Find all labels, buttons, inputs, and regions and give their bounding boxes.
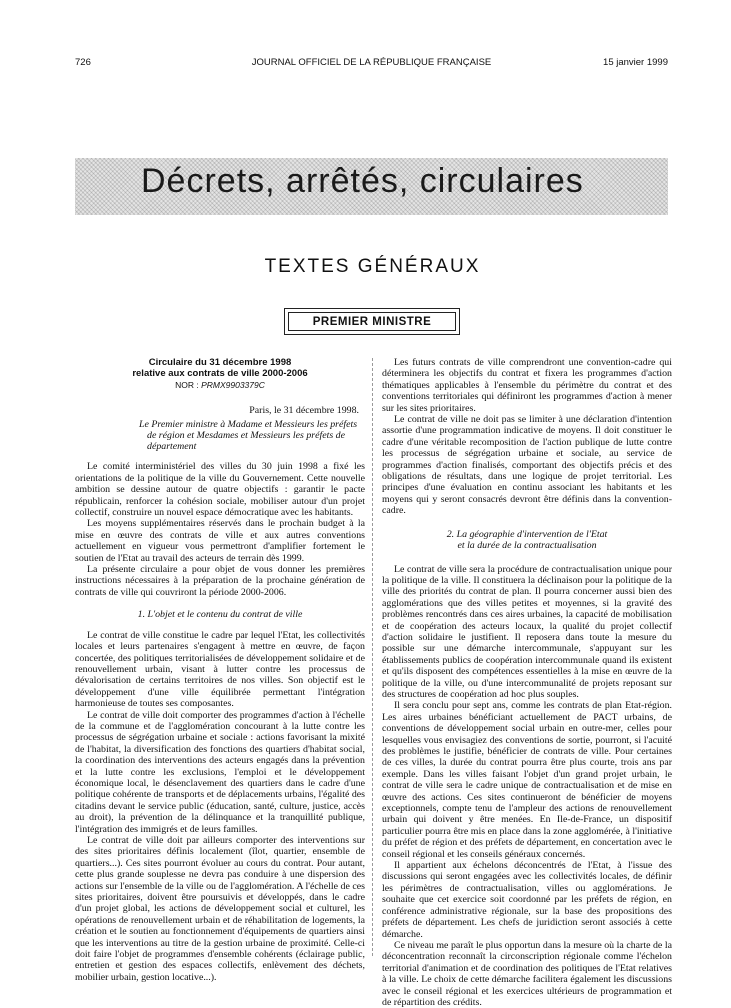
circular-title-line2: relative aux contrats de ville 2000-2006 xyxy=(132,368,308,379)
nor-code: PRMX9903379C xyxy=(201,380,265,390)
section-title: TEXTES GÉNÉRAUX xyxy=(264,256,481,277)
section-heading-2 xyxy=(382,529,672,552)
addressee: Le Premier ministre à Madame et Messieurs les préfets de région et Mesdames et Messieurs les préfets de département xyxy=(139,419,358,453)
paragraph: Il appartient aux échelons déconcentrés de l'Etat, à l'issue des discussions qui seront engagées avec les collectivités locales, de définir les périmètres de contractualisation, villes ou agglomérations. Je souhaite que cet exercice soit coordonné par les préfets de région, en conférence administrative régionale, sur la base des propositions des préfets de département. Les chefs de juridiction seront associés à cette démarche. xyxy=(382,860,672,940)
section-heading-2-line1: 2. La géographie d'intervention de l'Etat xyxy=(446,528,608,540)
paragraph: Le contrat de ville doit par ailleurs comporter des interventions sur des sites prioritaires définis localement (îlot, quartier, ensemble de quartiers...). Ces sites pourront évoluer au cours du contrat. Pour autant, cette plus grande souplesse ne devra pas conduire à une dispersion des actions sur l'ensemble de la ville ou de l'agglomération. A l'échelle de ces sites prioritaires, doivent être poursuivis et développés, dans le cadre d'un projet global, les actions de développement social et culturel, les opérations de renouvellement urbain et de réhabilitation de logements, la création et le soutien au fonctionnement d'équipements de quartiers ainsi que les interventions au titre de la gestion urbaine de proximité. Celle-ci doit faire l'objet de programmes d'ensemble cohérents (éclairage public, entretien et gestion des espaces collectifs, enlèvement des déchets, mobilier urbain, gestion locative...). xyxy=(75,835,365,983)
right-column xyxy=(382,357,672,1008)
section-banner xyxy=(75,158,668,215)
circular-title-line1: Circulaire du 31 décembre 1998 xyxy=(148,357,292,368)
paragraph: Le contrat de ville doit comporter des programmes d'action à l'échelle de la commune et de l'agglomération concourant à la lutte contre les processus de ségrégation urbaine et sociale : actions favorisant la mixité de l'habitat, la diversification des fonctions des quartiers d'habitat social, la coordination des interventions des acteurs engagés dans la prévention et la lutte contre les exclusions, l'emploi et le développement économique local, le désenclavement des quartiers dans le cadre d'une politique cohérente de transports et de déplacements urbains, l'égalité des citadins devant le service public (éducation, santé, culture, justice, accès au droit), la prévention de la délinquance et la tranquillité publique, l'intégration des immigrés et de leurs familles. xyxy=(75,709,365,835)
paragraph: Le contrat de ville constitue le cadre par lequel l'Etat, les collectivités locales et leurs partenaires s'engagent à mettre en œuvre, de façon concertée, des politiques territorialisées de développement solidaire et de renouvellement urbain, visant à lutter contre les processus de dévalorisation de certains territoires de nos villes. Son objectif est le développement d'une ville équilibrée permettant l'intégration harmonieuse de toutes ses composantes. xyxy=(75,629,365,710)
paragraph: Les futurs contrats de ville comprendront une convention-cadre qui déterminera les objectifs du contrat et fixera les programmes d'action thématiques applicables à l'ensemble du périmètre du contrat et des conventions territoriales qui définiront les programmes d'action à mener sur les sites prioritaires. xyxy=(382,357,672,414)
paragraph: Il sera conclu pour sept ans, comme les contrats de plan Etat-région. Les aires urbaines bénéficiant actuellement de PACT urbains, de conventions de développement social urbain en outre-mer, celles pour lesquelles vous envisagiez des conventions de sortie, pourront, si l'acuité des problèmes le justifie, bénéficier de contrats de ville. Pour certaines de ces villes, la durée du contrat pourra être plus courte, trois ans par exemple. Dans les villes faisant l'objet d'un grand projet urbain, le contrat de ville sera le cadre unique de contractualisation et de mise en œuvre des actions. Ces sites continueront de bénéficier de moyens exceptionnels, compte tenu de l'ampleur des actions de renouvellement urbain qui doivent y être menées. En Ile-de-France, un dispositif particulier pourra être mis en place dans la zone agglomérée, à l'initiative du préfet de région et des préfets de département, en concertation avec le conseil régional et les conseils généraux concernés. xyxy=(382,700,672,860)
paragraph: Le contrat de ville ne doit pas se limiter à une déclaration d'intention assortie d'une programmation indicative de moyens. Il doit constituer le cadre d'une véritable recomposition de l'action publique de lutte contre les processus de ségrégation urbaine et sociale, au service de programmes d'action finalisés, comportant des objectifs précis et des obligations de résultats, dans une logique de projet territorial. Les principes d'une évaluation en continu associant les habitants et les moyens qui y seront consacrés devront être définis dans la convention-cadre. xyxy=(382,414,672,517)
place-date: Paris, le 31 décembre 1998. xyxy=(249,405,359,416)
nor-label: NOR : xyxy=(175,380,199,390)
issue-date: 15 janvier 1999 xyxy=(603,57,668,68)
paragraph: La présente circulaire a pour objet de vous donner les premières instructions nécessaires à la préparation de la prochaine génération de contrats de ville qui couvriront la période 2000-2006. xyxy=(75,564,365,598)
section-heading-1: 1. L'objet et le contenu du contrat de ville xyxy=(137,609,303,621)
paragraph: Ce niveau me paraît le plus opportun dans la mesure où la charte de la déconcentration reconnaît la circonscription régionale comme l'échelon territorial d'animation et de coordination des politiques de l'Etat relatives à la ville. Le choix de cette démarche facilitera également les discussions avec le conseil régional et les exercices ultérieurs de programmation et de répartition des crédits. xyxy=(382,939,672,1008)
left-column xyxy=(75,357,365,983)
paragraph: Le comité interministériel des villes du 30 juin 1998 a fixé les orientations de la politique de la ville du Gouvernement. Cette nouvelle ambition se dessine autour de quatre objectifs : garantir le pacte républicain, renforcer la cohésion sociale, mobiliser autour d'un projet collectif, construire un nouvel espace démocratique avec les habitants. xyxy=(75,461,365,519)
paragraph: Les moyens supplémentaires réservés dans le prochain budget à la mise en œuvre des contrats de ville et aux autres conventions actuellement en vigueur vous permettront d'amplifier fortement le soutien de l'Etat au travail des acteurs de terrain dès 1999. xyxy=(75,518,365,564)
paragraph: Le contrat de ville sera la procédure de contractualisation unique pour la politique de la ville. Il constituera la déclinaison pour la politique de la ville des priorités du contrat de plan. Il pourra concerner aussi bien des agglomérations que des villes petites et moyennes, si la gravité des problèmes rencontrés dans ces aires urbaines, la capacité de mobilisation et de coopération des acteurs locaux, la qualité du projet collectif d'action solidaire le justifient. Il reposera dans toute la mesure du possible sur une démarche intercommunale, s'appuyant sur les établissements publics de coopération intercommunale quand ils existent et qu'ils disposent des compétences essentielles à la mise en œuvre de la politique de la ville, ou d'une intercommunalité de projets reposant sur des structures de coopération ad hoc plus souples. xyxy=(382,563,672,700)
section-heading-2-line2: et la durée de la contractualisation xyxy=(457,540,597,552)
ministry-box xyxy=(284,308,460,335)
banner-title: Décrets, arrêtés, circulaires xyxy=(141,162,584,200)
page-number: 726 xyxy=(75,57,91,68)
column-divider xyxy=(372,358,373,956)
ministry-label: PREMIER MINISTRE xyxy=(288,312,456,331)
journal-title: JOURNAL OFFICIEL DE LA RÉPUBLIQUE FRANÇAISE xyxy=(251,57,492,68)
nor-reference xyxy=(75,379,365,391)
